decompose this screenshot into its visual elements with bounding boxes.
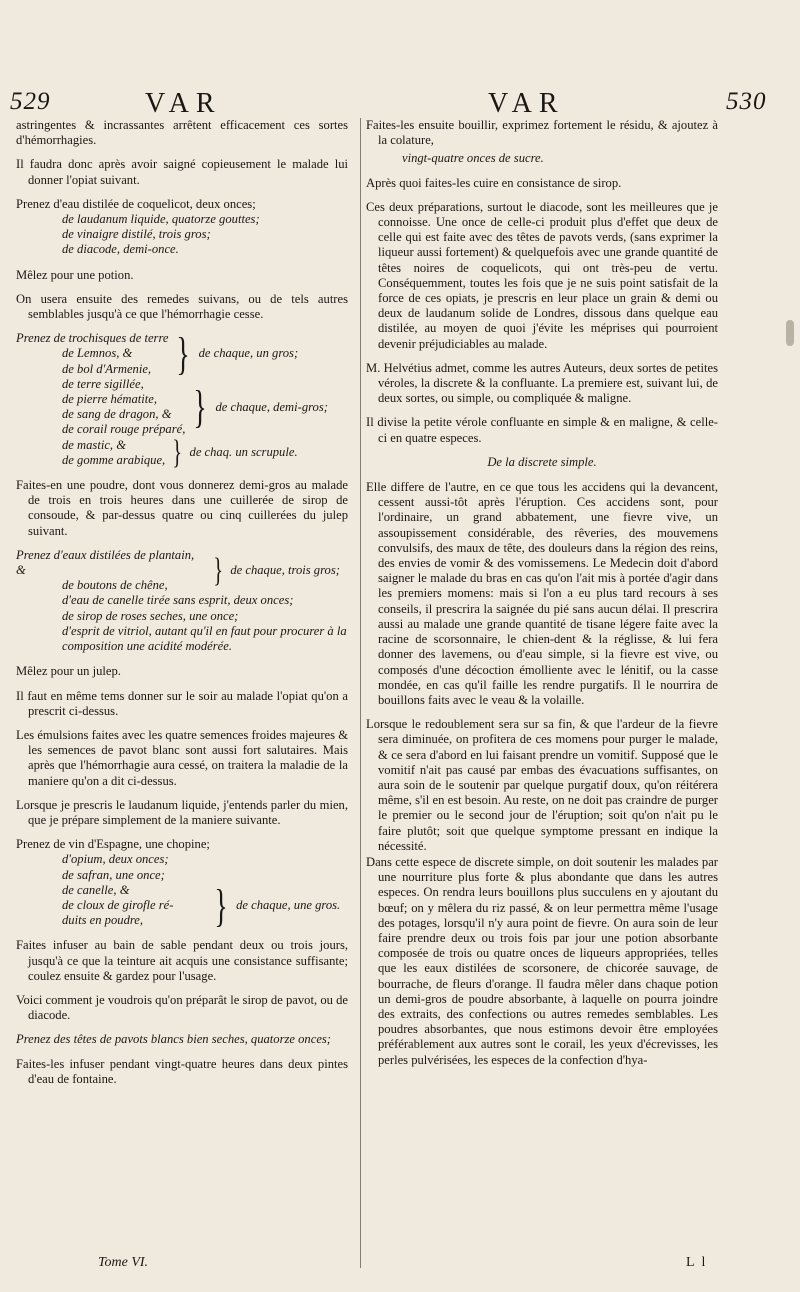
signature-mark: L l	[686, 1255, 708, 1270]
brace: }	[193, 381, 208, 433]
recipe-lead: Prenez d'eaux distilées de plantain, &	[16, 547, 195, 578]
recipe-ingredient: de Lemnos, &	[62, 346, 133, 361]
volume-label: Tome VI.	[98, 1255, 149, 1270]
paragraph: astringentes & incrassantes arrêtent efficacement ces sortes d'hémorrhagies.	[16, 118, 348, 148]
paragraph: Les émulsions faites avec les quatre semences froides majeures & les semences de pavot blanc sont aussi fort salutaires. Mais après que l'hémorrhagie aura cessé, on traitera la maladie de la maniere qu'on a dit ci-dessus.	[16, 727, 348, 788]
ingredient-group	[16, 377, 348, 438]
right-page-number: 530	[726, 88, 767, 115]
recipe-lead: Prenez d'eau distilée de coquelicot, deux onces;	[16, 196, 256, 211]
paragraph: Après quoi faites-les cuire en consistance de sirop.	[366, 175, 622, 190]
column-divider	[360, 118, 361, 1268]
recipe-ingredient: de boutons de chêne,	[62, 578, 168, 593]
paragraph: Mêlez pour un julep.	[16, 664, 121, 679]
recipe-ingredient: duits en poudre,	[62, 913, 144, 928]
brace: }	[176, 328, 191, 380]
recipe-ingredient: d'eau de canelle tirée sans esprit, deux onces;	[62, 593, 294, 608]
paragraph: Elle differe de l'autre, en ce que tous les accidens qui la devancent, cessent aussi-tôt après l'éruption. Ces accidens sont, pour l'ordinaire, un grand abbatement, une fievre vive, un assoupissement considérable, des rêveries, des mouvemens convulsifs, des maux de tête, des douleurs dans la région des reins, des envies de vomir & des vomissemens. Le Medecin doit d'abord saigner le malade du bras en cas qu'on l'ait mis à portée d'agir dans les premiers momens: mais si l'on a eu plus tard recours à ses conseils, il prescrira la saignée du pié sans aucun délai. Il prescrira aussi au malade une grande quantité de tisane légere faite avec la racine de scorsonnaire, le chien-dent & la réglisse, & lui fera donner des lavemens, ou d'eau simple, si la fievre est vive, ou composés d'une décoction émolliente avec le lénitif, ou la casse mondée, en cas qu'il faille les rendre purgatifs. Il le nourrira de bouillons faits avec le veau & la volaille.	[366, 480, 718, 707]
recipe-ingredient: de terre sigillée,	[62, 376, 144, 391]
paragraph: vingt-quatre onces de sucre.	[402, 151, 544, 166]
paragraph: Faites-les infuser pendant vingt-quatre heures dans deux pintes d'eau de fontaine.	[16, 1056, 348, 1086]
recipe-julep	[16, 548, 348, 654]
paragraph: Dans cette espece de discrete simple, on doit soutenir les malades par une nourriture plus forte & plus abondante que dans les autres especes. On rendra leurs bouillons plus succulens en y ajoutant du bœuf; on y mêlera du riz passé, & on leur permettra même l'usage des potages, lorsqu'il n'y aura point de fievre. On aura soin de leur faire prendre deux ou trois fois par jour une potion absorbante composée de trois ou quatre onces de liqueurs appropriées, telles que les eaux distilées de scorsonere, de chicorée sauvage, de bourrache, de fleurs d'orange. Il faudra mêler dans chaque potion un demi-gros de poudre absorbante, à laquelle on pourra joindre des extraits, des confections ou autres remedes semblables. Les poudres absorbantes, que nous estimons devoir être employées préférablement aux autres sont le corail, les yeux d'écrevisses, les perles pulvérisées, les especes de la confection d'hya-	[366, 854, 718, 1067]
brace: }	[213, 551, 224, 589]
recipe-ingredient: de sang de dragon, &	[62, 407, 172, 422]
quantity: de chaque, trois gros;	[230, 563, 340, 578]
right-running-head: VAR	[488, 88, 565, 119]
paragraph: Ces deux préparations, surtout le diacode, sont les meilleures que je connoisse. Une once de celle-ci produit plus d'effet que deux de celle qui est faite avec des têtes de pavots verds, (sans exprimer la liqueur aussi fortement) & quelquefois avec une grande quantité de têtes noires de coquelicots, qui ont très-peu de vertu. Conséquemment, toutes les fois que je ne suis point satisfait de la force de ces opiats, je prescris en leur place un grain & demi ou deux de laudanum solide de Londres, dissous dans quelque eau distilée, au moyen de quoi j'évite les méprises qui pourroient devenir préjudiciables au malade.	[366, 199, 718, 351]
paragraph: M. Helvétius admet, comme les autres Auteurs, deux sortes de petites véroles, la discrete & la confluante. La premiere est, suivant lui, de deux sortes, ou simple, ou compliquée & maligne.	[366, 360, 718, 406]
recipe-ingredient: de vinaigre distilé, trois gros;	[62, 227, 211, 242]
ingredient-group	[16, 879, 348, 931]
recipe-ingredient: de cloux de girofle ré-	[62, 897, 174, 912]
quantity: de chaque, un gros;	[198, 346, 299, 361]
recipe-ingredient: de pierre hématite,	[62, 392, 158, 407]
recipe-ingredient: de mastic, &	[62, 437, 127, 452]
left-running-head: VAR	[145, 88, 222, 119]
recipe-ingredient: de bol d'Armenie,	[62, 361, 152, 376]
recipe-lead: Prenez de vin d'Espagne, une chopine;	[16, 837, 210, 852]
paper-stain	[786, 320, 794, 346]
section-heading: De la discrete simple.	[487, 454, 597, 469]
brace: }	[214, 879, 228, 931]
paragraph: Faites infuser au bain de sable pendant deux ou trois jours, jusqu'à ce que la teinture ait acquis une consistance suffisante; coulez ensuite & gardez pour l'usage.	[16, 938, 348, 983]
recipe-laudanum	[16, 837, 348, 931]
recipe-lead: Prenez de trochisques de terre	[16, 331, 169, 346]
quantity: de chaque, une gros.	[236, 897, 341, 912]
paragraph: Il divise la petite vérole confluante en simple & en maligne, & celle-ci en quatre especes.	[366, 415, 718, 445]
right-column	[366, 118, 718, 1069]
recipe-ingredient: de diacode, demi-once.	[62, 242, 179, 257]
paragraph: Mêlez pour une potion.	[16, 267, 134, 282]
recipe-ingredient: d'esprit de vitriol, autant qu'il en faut pour procurer à la composition une acidité modérée.	[62, 623, 347, 654]
quantity: de chaq. un scrupule.	[189, 445, 298, 460]
paragraph: Lorsque je prescris le laudanum liquide, j'entends parler du mien, que je prépare simplement de la maniere suivante.	[16, 797, 348, 827]
recipe-opiat	[16, 197, 348, 258]
recipe-ingredient: de corail rouge préparé,	[62, 422, 186, 437]
paragraph: Faites-en une poudre, dont vous donnerez demi-gros au malade de trois en trois heures dans une cuillerée de sirop de consoude, & par-dessus quatre ou cinq cuillerées du julep suivant.	[16, 478, 348, 538]
recipe-ingredient: d'opium, deux onces;	[62, 852, 169, 867]
left-column	[16, 118, 348, 1096]
paragraph: Prenez des têtes de pavots blancs bien seches, quatorze onces;	[16, 1032, 331, 1047]
paragraph: On usera ensuite des remedes suivans, ou de tels autres semblables jusqu'à ce que l'hémorrhagie cesse.	[16, 291, 348, 322]
recipe-ingredient: de canelle, &	[62, 882, 130, 897]
paragraph: Faites-les ensuite bouillir, exprimez fortement le résidu, & ajoutez à la colature,	[366, 118, 718, 148]
ingredient-group	[16, 328, 348, 380]
ingredient-group	[16, 433, 348, 471]
left-page-number: 529	[10, 88, 51, 115]
paragraph: Il faudra donc après avoir saigné copieusement le malade lui donner l'opiat suivant.	[16, 157, 348, 187]
recipe-ingredient: de safran, une once;	[62, 867, 165, 882]
ingredient-group	[16, 548, 348, 594]
paragraph: Il faut en même tems donner sur le soir au malade l'opiat qu'on a prescrit ci-dessus.	[16, 688, 348, 718]
recipe-ingredient: de sirop de roses seches, une once;	[62, 608, 239, 623]
paragraph: Lorsque le redoublement sera sur sa fin, & que l'ardeur de la fievre sera diminuée, on profitera de ces momens pour purger le malade, & ce sera d'abord en lui faisant prendre un vomitif. Supposé que le vomitif n'ait pas causé par embas des évacuations suffisantes, on aura soin de le soutenir par quelque purgatif doux, qu'on réitérera même, s'il en est besoin. Au reste, on ne doit pas craindre de purger le premier ou le second jour de l'éruption; soit qu'on n'ait pu le faire plutôt; soit que quelque symptome pressant en indique la nécessité.	[366, 717, 718, 853]
recipe-ingredient: de gomme arabique,	[62, 452, 166, 467]
quantity: de chaque, demi-gros;	[215, 399, 328, 414]
recipe-poudre	[16, 328, 348, 471]
recipe-ingredient: de laudanum liquide, quatorze gouttes;	[62, 212, 260, 227]
brace: }	[172, 433, 183, 471]
paragraph: Voici comment je voudrois qu'on préparât le sirop de pavot, ou de diacode.	[16, 992, 348, 1023]
